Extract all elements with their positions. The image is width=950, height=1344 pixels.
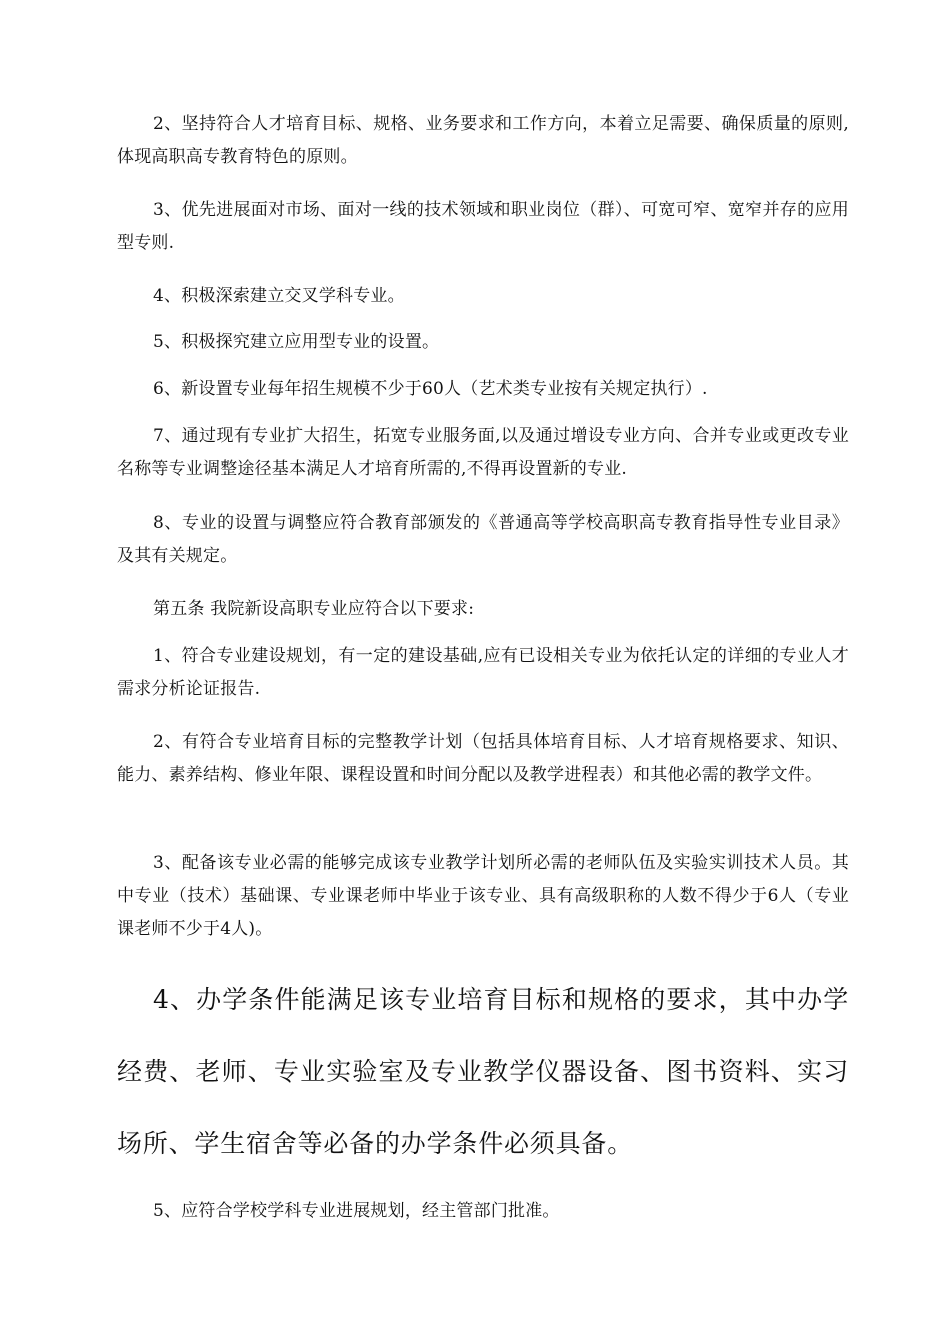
paragraph-2-training-goals: 2、坚持符合人才培育目标、规格、业务要求和工作方向，本着立足需要、确保质量的原则,体现高职高专教育特色的原则。 <box>117 114 849 167</box>
requirement-4-conditions: 4、办学条件能满足该专业培育目标和规格的要求，其中办学经费、老师、专业实验室及专业教学仪器设备、图书资料、实习场所、学生宿舍等必备的办学条件必须具备。 <box>117 985 849 1158</box>
paragraph-8-catalog: 8、专业的设置与调整应符合教育部颁发的《普通高等学校高职高专教育指导性专业目录》及其有关规定。 <box>117 513 849 566</box>
paragraph-6-enrollment-scale: 6、新设置专业每年招生规模不少于60人（艺术类专业按有关规定执行）. <box>153 379 708 399</box>
requirement-1-planning: 1、符合专业建设规划，有一定的建设基础,应有已设相关专业为依托认定的详细的专业人才需求分析论证报告. <box>117 646 849 699</box>
paragraph-5-applied-majors: 5、积极探究建立应用型专业的设置。 <box>153 332 440 352</box>
paragraph-4-interdisciplinary: 4、积极深索建立交叉学科专业。 <box>153 286 405 306</box>
requirement-5-approval: 5、应符合学校学科专业进展规划，经主管部门批准。 <box>153 1201 560 1221</box>
requirement-2-teaching-plan: 2、有符合专业培育目标的完整教学计划（包括具体培育目标、人才培育规格要求、知识、能力、素养结构、修业年限、课程设置和时间分配以及教学进程表）和其他必需的教学文件。 <box>117 732 849 785</box>
paragraph-3-market-oriented: 3、优先进展面对市场、面对一线的技术领域和职业岗位（群）、可宽可窄、宽窄并存的应用型专则. <box>117 200 849 253</box>
article-5-heading: 第五条 我院新设高职专业应符合以下要求: <box>153 599 475 619</box>
requirement-3-staffing: 3、配备该专业必需的能够完成该专业教学计划所必需的老师队伍及实验实训技术人员。其中专业（技术）基础课、专业课老师中毕业于该专业、具有高级职称的人数不得少于6人（专业课老师不少于4人)。 <box>117 853 849 939</box>
paragraph-7-adjustment: 7、通过现有专业扩大招生，拓宽专业服务面,以及通过增设专业方向、合并专业或更改专业名称等专业调整途径基本满足人才培育所需的,不得再设置新的专业. <box>117 426 849 479</box>
